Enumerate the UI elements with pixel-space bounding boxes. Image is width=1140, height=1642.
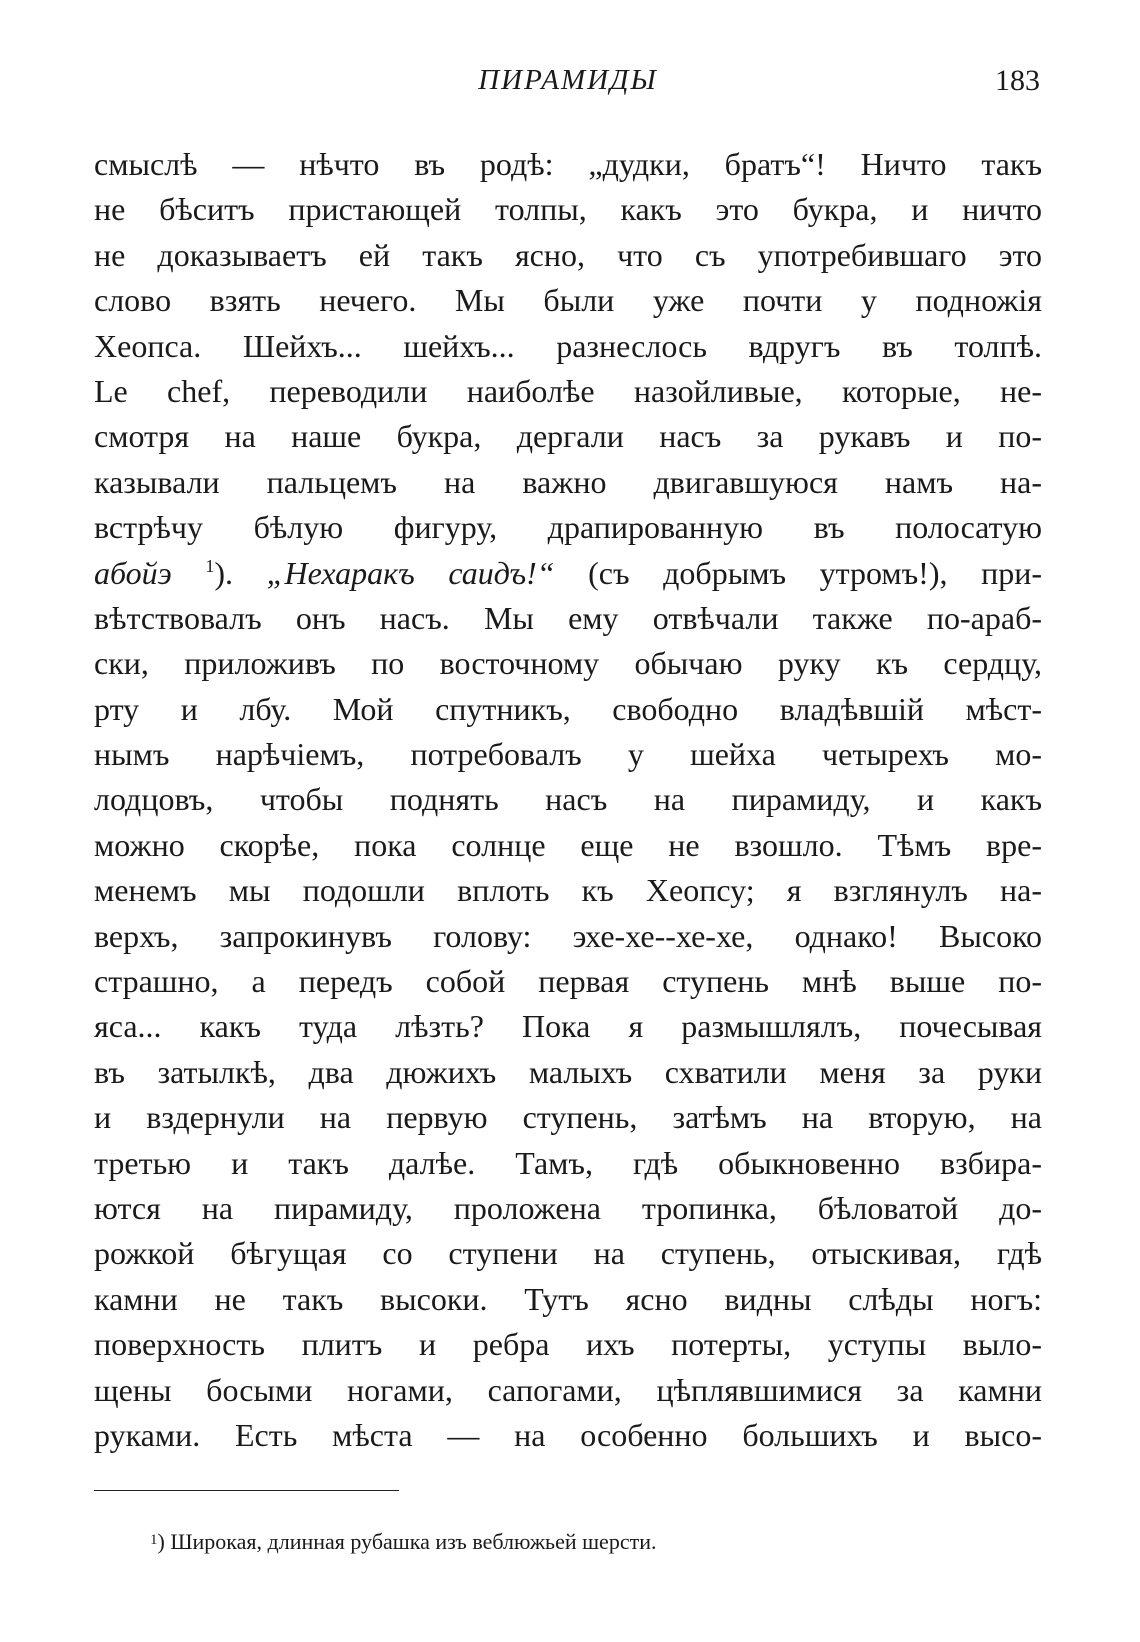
text-line: менемъ мы подошли вплоть къ Хеопсу; я взглянулъ на- [94,872,1042,909]
text-line: смыслѣ — нѣчто въ родѣ: „дудки, братъ“! Ничто такъ [94,146,1042,182]
footnote-mark: 1 [150,1532,158,1548]
text-line: Le chef, переводили наиболѣе назойливые, которые, не- [94,372,1042,409]
italic-word: абойэ [94,554,172,591]
text-line: не бѣситъ пристающей толпы, какъ это букра, и ничто [94,191,1042,228]
footnote [150,1527,656,1557]
text-line: ски, приложивъ по восточному обычаю руку къ сердцу, [94,645,1042,682]
text-line: поверхность плитъ и ребра ихъ потерты, уступы выло- [94,1326,1042,1363]
text-line: щены босыми ногами, сапогами, цѣплявшимися за камни [94,1371,1042,1408]
text-line-with-footnote-ref [94,551,1042,596]
text-line: рожкой бѣгущая со ступени на ступень, отыскивая, гдѣ [94,1235,1042,1272]
body-text [94,142,1042,1458]
running-title: ПИРАМИДЫ [478,64,658,96]
text-line: можно скорѣе, пока солнце еще не взошло. Тѣмъ вре- [94,826,1042,863]
text-line: нымъ нарѣчіемъ, потребовалъ у шейха четырехъ мо- [94,736,1042,773]
text-line: страшно, а передъ собой первая ступень мнѣ выше по- [94,963,1042,1000]
text-line: лодцовъ, чтобы поднять насъ на пирамиду, и какъ [94,781,1042,818]
footnote-mark-paren: ) [157,1529,165,1554]
italic-greeting: „Нехаракъ саидъ!“ [266,554,555,591]
footnote-text: Широкая, длинная рубашка изъ веблюжьей шерсти. [170,1529,657,1554]
text-line: и вздернули на первую ступень, затѣмъ на вторую, на [94,1099,1042,1136]
text-line: верхъ, запрокинувъ голову: эхе-хе--хе-хе, однако! Высоко [94,917,1042,954]
text-line: слово взять нечего. Мы были уже почти у подножія [94,282,1042,319]
text-line: не доказываетъ ей такъ ясно, что съ употребившаго это [94,236,1042,273]
line-rest: (съ добрымъ утромъ!), при- [588,554,1042,591]
text-line: вѣтствовалъ онъ насъ. Мы ему отвѣчали также по-араб- [94,599,1042,636]
page-number: 183 [995,64,1040,97]
footnote-divider [94,1490,399,1491]
text-line: яса... какъ туда лѣзть? Пока я размышлялъ, почесывая [94,1008,1042,1045]
text-line: въ затылкѣ, два дюжихъ малыхъ схватили меня за руки [94,1053,1042,1090]
text-line: камни не такъ высоки. Тутъ ясно видны слѣды ногъ: [94,1280,1042,1317]
text-line: третью и такъ далѣе. Тамъ, гдѣ обыкновенно взбира- [94,1144,1042,1181]
running-head [96,64,1040,104]
text-line: ются на пирамиду, проложена тропинка, бѣловатой до- [94,1189,1042,1226]
text-line: рту и лбу. Мой спутникъ, свободно владѣвшій мѣст- [94,690,1042,727]
text-line: встрѣчу бѣлую фигуру, драпированную въ полосатую [94,509,1042,546]
text-line: казывали пальцемъ на важно двигавшуюся намъ на- [94,463,1042,500]
footnote-reference[interactable]: 1 [205,555,215,576]
footnote-ref-close: ). [214,554,234,591]
text-line: Хеопса. Шейхъ... шейхъ... разнеслось вдругъ въ толпѣ. [94,327,1042,364]
text-line: смотря на наше букра, дергали насъ за рукавъ и по- [94,418,1042,455]
text-line: руками. Есть мѣста — на особенно большихъ и высо- [94,1416,1042,1453]
